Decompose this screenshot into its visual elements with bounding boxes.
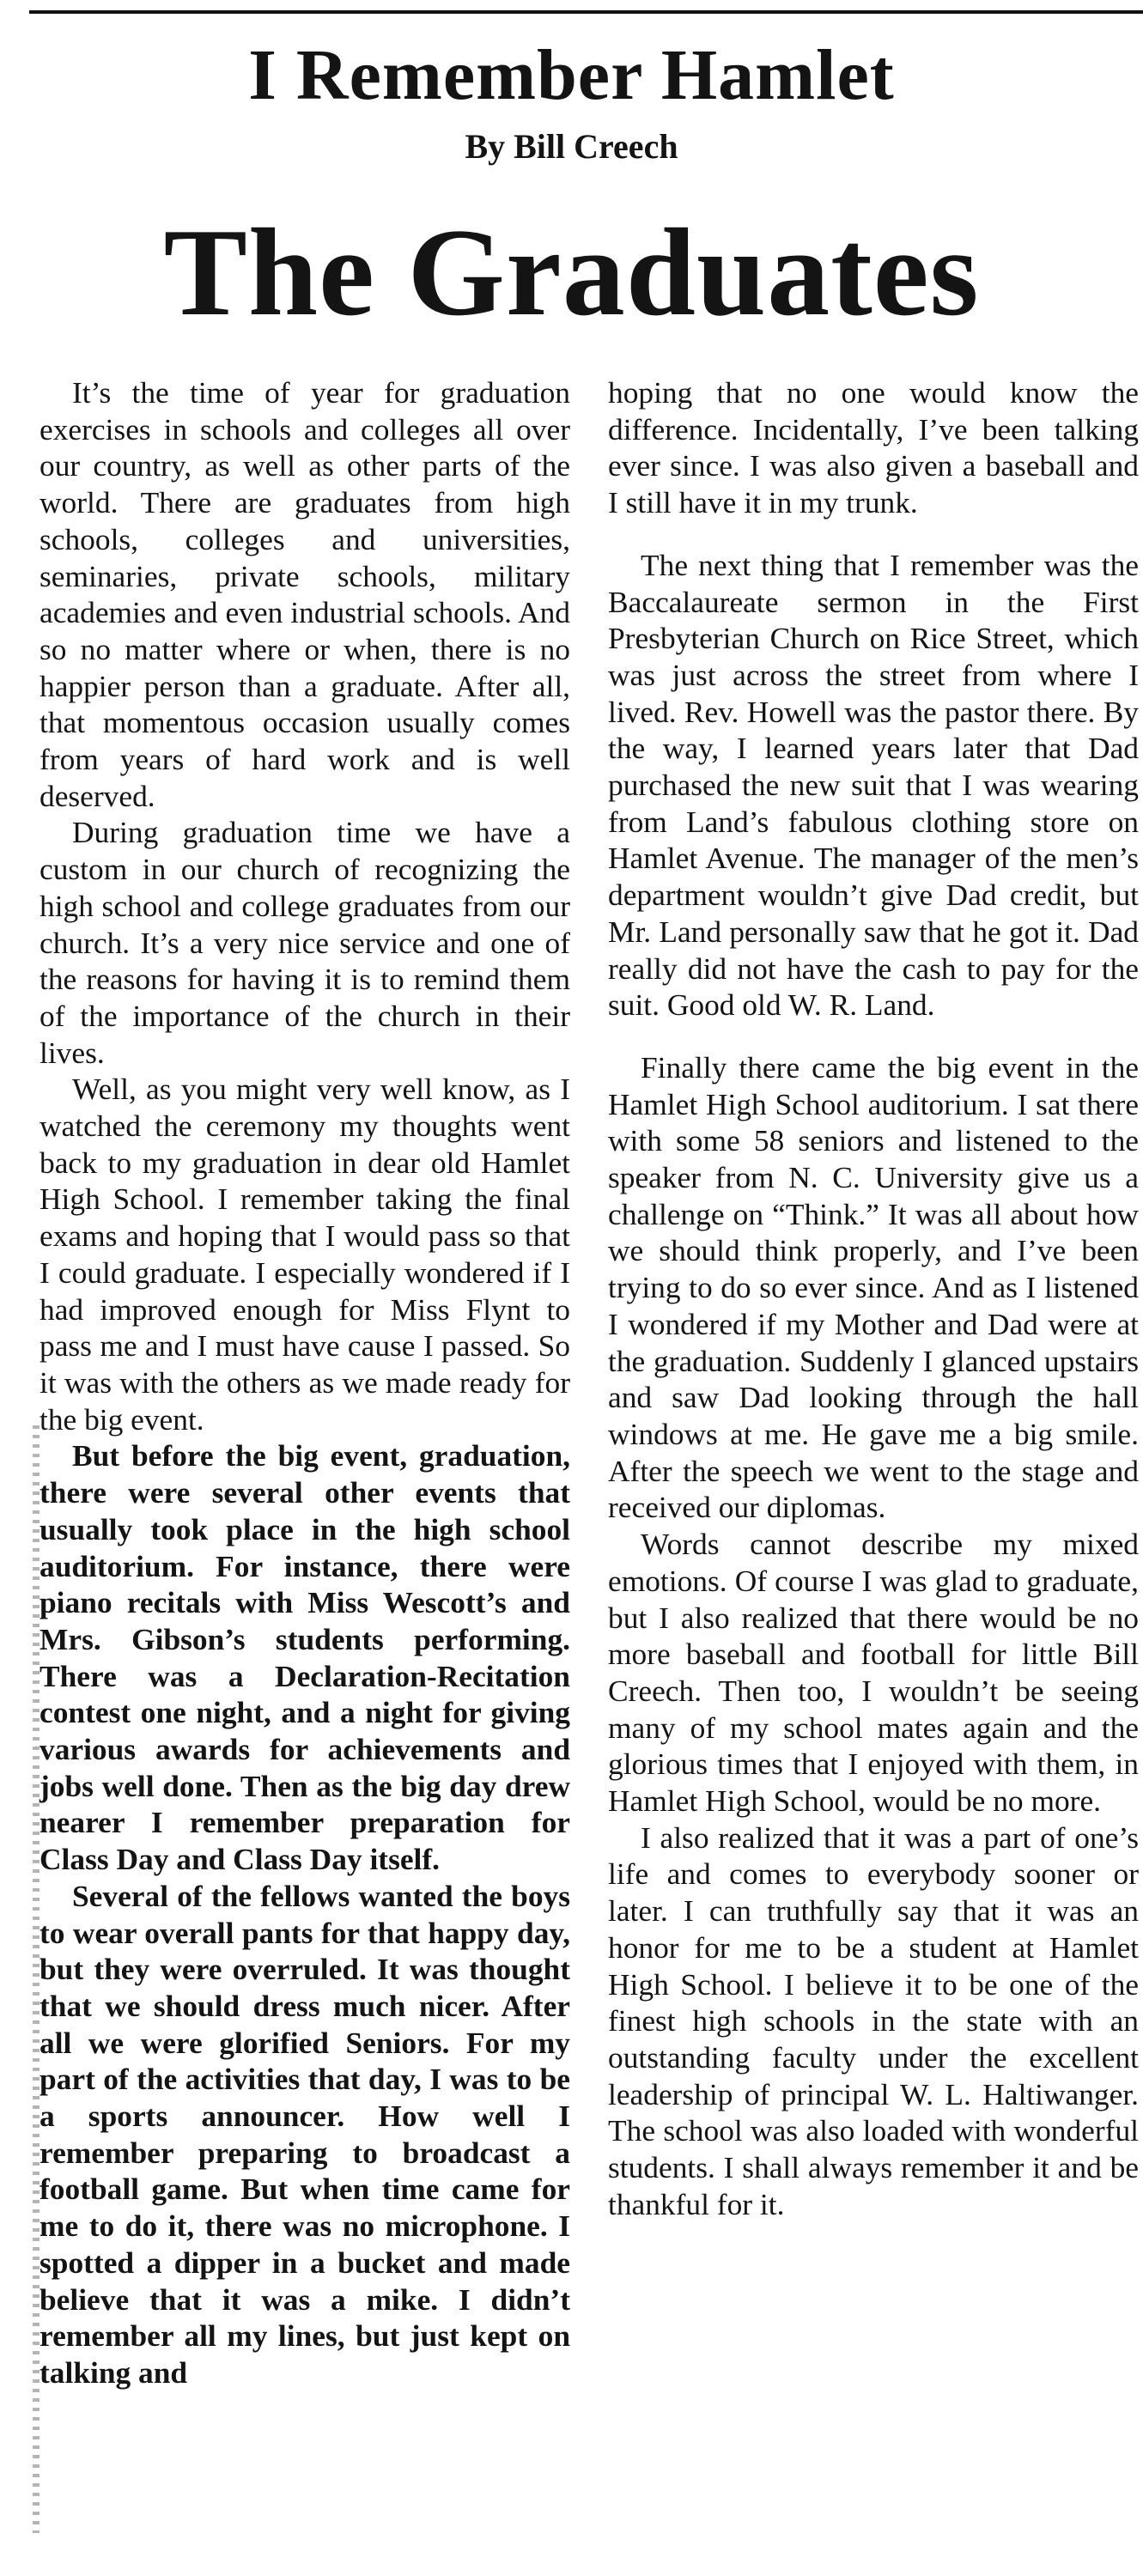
article-paragraph: I also realized that it was a part of one’s life and comes to everybody sooner or later. I can truthfully say that it was an honor for me to be a student at Hamlet High School. I believe it to be one of the finest high schools in the state with an outstanding faculty under the excellent leadership of principal W. L. Haltiwanger. The school was also loaded with wonderful students. I shall always remember it and be thankful for it. xyxy=(608,1820,1139,2221)
article-paragraph: Finally there came the big event in the Hamlet High School auditorium. I sat there with some 58 seniors and listened to the speaker from N. C. University give us a challenge on “Think.” It was all about how we should think properly, and I’ve been trying to do so ever since. And as I listened I wondered if my Mother and Dad were at the graduation. Suddenly I glanced upstairs and saw Dad looking through the hall windows at me. He gave me a big smile. After the speech we went to the stage and received our diplomas. xyxy=(608,1049,1139,1525)
column-heading: I Remember Hamlet xyxy=(248,35,895,115)
byline: By Bill Creech xyxy=(465,127,678,166)
article-paragraph: During graduation time we have a custom in our church of recognizing the high school and college graduates from our church. It’s a very nice service and one of the reasons for having it is to remind them of the importance of the church in their lives. xyxy=(40,815,570,1070)
article-paragraph: But before the big event, graduation, there were several other events that usually took place in the high school auditorium. For instance, there were piano recitals with Miss Wescott’s and Mrs. Gibson’s students performing. There was a Declaration-Recitation contest one night, and a night for giving various awards for achievements and jobs well done. Then as the big day drew nearer I remember preparation for Class Day and Class Day itself. xyxy=(40,1438,570,1877)
article-paragraph: Well, as you might very well know, as I watched the ceremony my thoughts went back to my graduation in dear old Hamlet High School. I remember taking the final exams and hoping that I would pass so that I could graduate. I especially wondered if I had improved enough for Miss Flynt to pass me and I must have cause I passed. So it was with the others as we made ready for the big event. xyxy=(40,1072,570,1437)
headline: The Graduates xyxy=(163,203,980,342)
article-column-right xyxy=(608,374,1139,2222)
article-paragraph: Several of the fellows wanted the boys to wear overall pants for that happy day, but they were overruled. It was thought that we should dress much nicer. After all we were glorified Seniors. For my part of the activities that day, I was to be a sports announcer. How well I remember preparing to broadcast a football game. But when time came for me to do it, there was no microphone. I spotted a dipper in a bucket and made believe that it was a mike. I didn’t remember all my lines, but just kept on talking and xyxy=(40,1878,570,2390)
article-column-left xyxy=(40,374,570,2391)
article-paragraph: Words cannot describe my mixed emotions. Of course I was glad to graduate, but I also realized that there would be no more baseball and football for little Bill Creech. Then too, I wouldn’t be seeing many of my school mates again and the glorious times that I enjoyed with them, in Hamlet High School, would be no more. xyxy=(608,1527,1139,1819)
article-paragraph: It’s the time of year for graduation exercises in schools and colleges all over our country, as well as other parts of the world. There are graduates from high schools, colleges and universities, seminaries, private schools, military academies and even industrial schools. And so no matter where or when, there is no happier person than a graduate. After all, that momentous occasion usually comes from years of hard work and is well deserved. xyxy=(40,375,570,813)
article-paragraph: The next thing that I remember was the Baccalaureate sermon in the First Presbyterian Church on Rice Street, which was just across the street from where I lived. Rev. Howell was the pastor there. By the way, I learned years later that Dad purchased the new suit that I was wearing from Land’s fabulous clothing store on Hamlet Avenue. The manager of the men’s department wouldn’t give Dad credit, but Mr. Land personally saw that he got it. Dad really did not have the cash to pay for the suit. Good old W. R. Land. xyxy=(608,547,1139,1023)
top-rule xyxy=(29,0,1143,14)
scan-edge-mark xyxy=(33,1425,40,2533)
article-paragraph: hoping that no one would know the difference. Incidentally, I’ve been talking ever since. I was also given a baseball and I still have it in my trunk. xyxy=(608,375,1139,520)
